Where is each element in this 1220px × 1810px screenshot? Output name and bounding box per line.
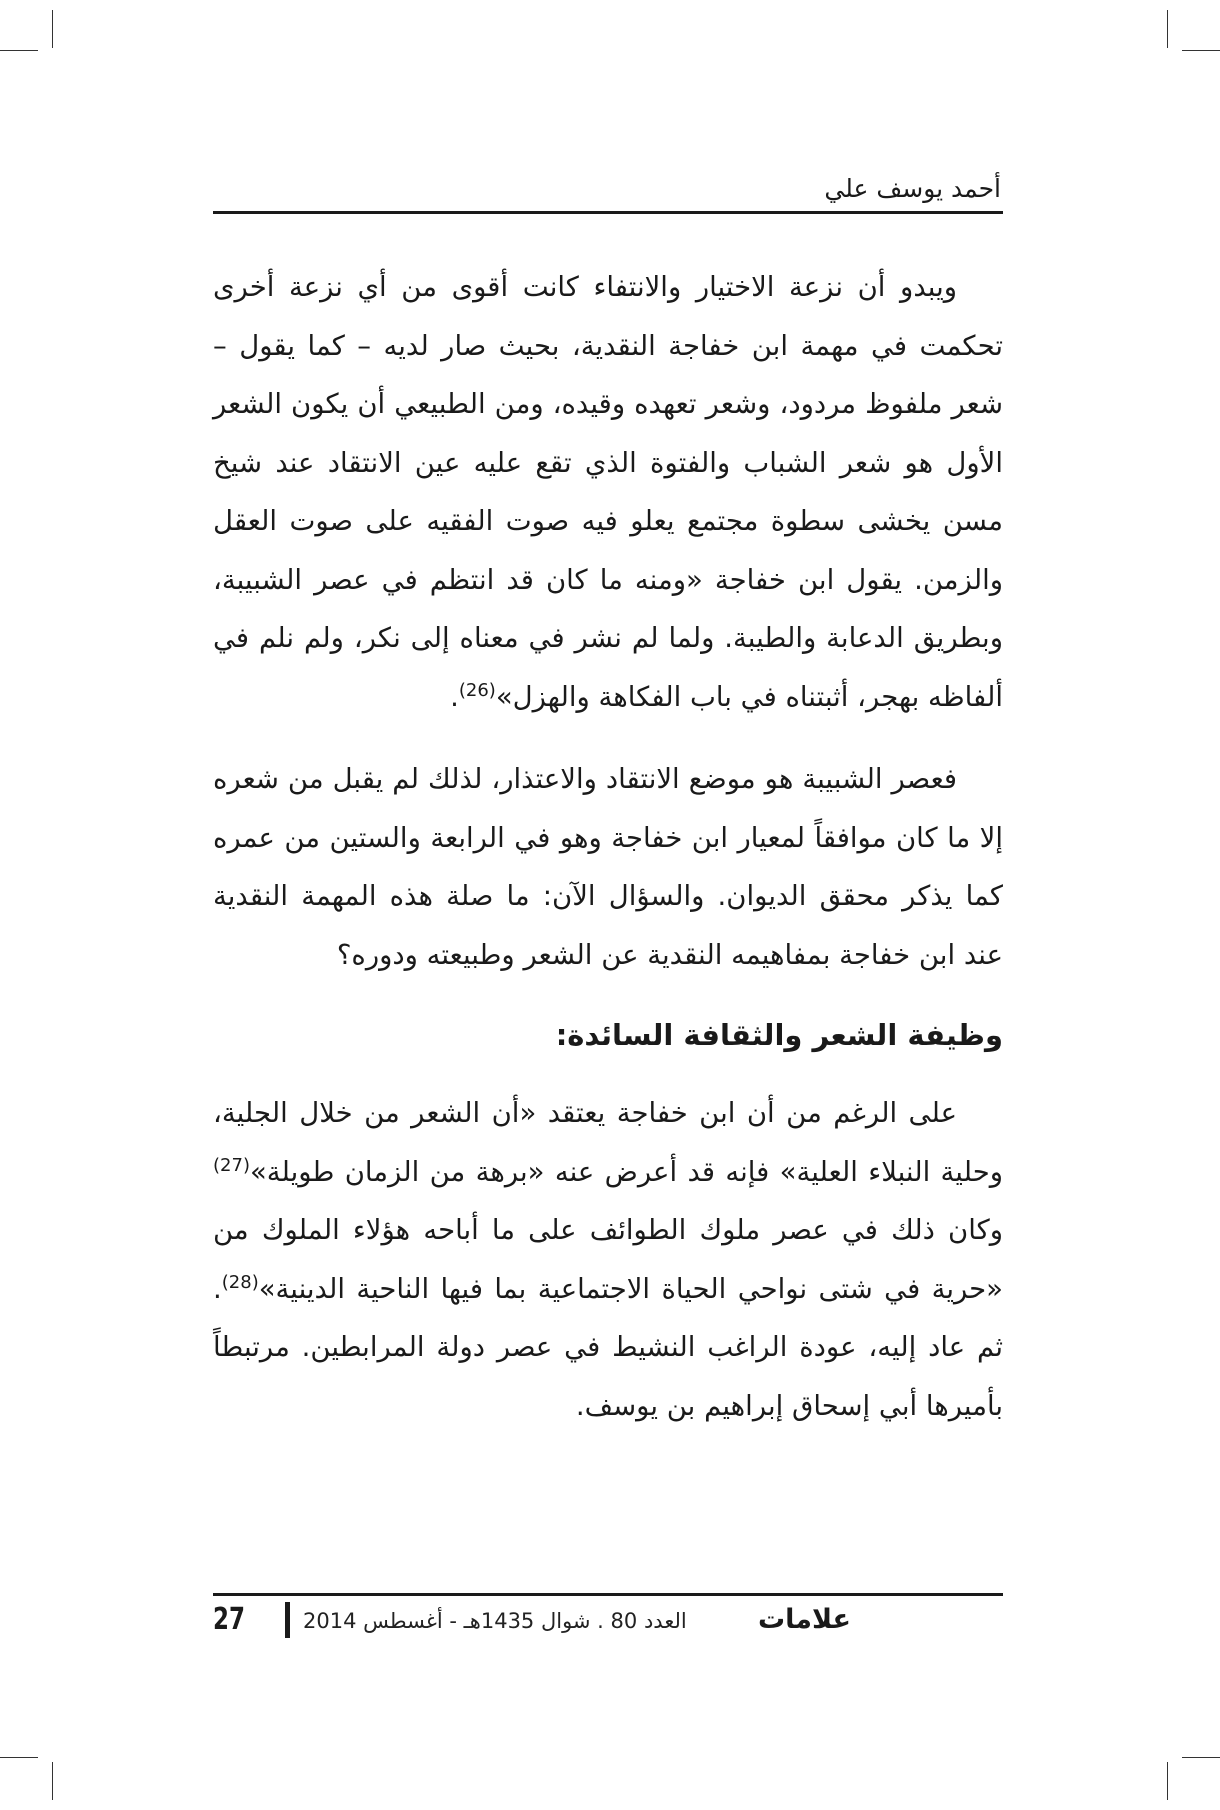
issue-info: العدد 80 . شوال 1435هـ - أغسطس 2014 <box>303 1609 687 1633</box>
footnote-ref[interactable]: (28) <box>221 1271 259 1293</box>
author-name: أحمد يوسف علي <box>824 174 1001 203</box>
crop-mark <box>0 50 38 51</box>
footnote-ref[interactable]: (27) <box>213 1154 250 1176</box>
article-body <box>213 258 1003 1435</box>
header-rule <box>213 211 1003 214</box>
footer-rule <box>213 1593 1003 1596</box>
crop-mark <box>1167 10 1168 48</box>
page-number: 27 <box>213 1602 245 1637</box>
section-heading: وظيفة الشعر والثقافة السائدة: <box>555 1018 1003 1052</box>
crop-mark <box>1167 1762 1168 1800</box>
paragraph: ويبدو أن نزعة الاختيار والانتفاء كانت أقوى من أي نزعة أخرى تحكمت في مهمة ابن خفاجة النقدية، بحيث صار لديه – كما يقول – شعر ملفوظ مردود، وشعر تعهده وقيده، ومن الطبيعي أن يكون الشعر الأول هو شعر الشباب والفتوة الذي تقع عليه عين الانتقاد عند شيخ مسن يخشى سطوة مجتمع يعلو فيه صوت الفقيه على صوت العقل والزمن. يقول ابن خفاجة «ومنه ما كان قد انتظم في عصر الشبيبة، وبطريق الدعابة والطيبة. ولما لم نشر في معناه إلى نكر، ولم نلم في ألفاظه بهجر، أثبتناه في باب الفكاهة والهزل»$^{(26)}$. <box>213 271 1003 713</box>
paragraph: على الرغم من أن ابن خفاجة يعتقد «أن الشعر من خلال الجلية، وحلية النبلاء العلية» فإنه قد أعرض عنه «برهة من الزمان طويلة»$^{(27)}$ وكان ذلك في عصر ملوك الطوائف على ما أباحه هؤلاء الملوك من «حرية في شتى نواحي الحياة الاجتماعية بما فيها الناحية الدينية»$^{(28)}$. ثم عاد إليه، عودة الراغب النشيط في عصر دولة المرابطين. مرتبطاً بأميرها أبي إسحاق إبراهيم بن يوسف. <box>213 1097 1003 1422</box>
crop-mark <box>1182 50 1220 51</box>
journal-logo: علامات <box>758 1604 851 1635</box>
running-head <box>213 172 1003 212</box>
crop-mark <box>1182 1757 1220 1758</box>
crop-mark <box>52 1762 53 1800</box>
paragraph: فعصر الشبيبة هو موضع الانتقاد والاعتذار، لذلك لم يقبل من شعره إلا ما كان موافقاً لمعيار ابن خفاجة وهو في الرابعة والستين من عمره كما يذكر محقق الديوان. والسؤال الآن: ما صلة هذه المهمة النقدية عند ابن خفاجة بمفاهيمه النقدية عن الشعر وطبيعته ودوره؟ <box>213 763 1003 971</box>
page-footer <box>213 1598 1003 1642</box>
crop-mark <box>52 10 53 48</box>
footer-separator <box>285 1602 290 1638</box>
footnote-ref[interactable]: (26) <box>458 679 496 701</box>
crop-mark <box>0 1757 38 1758</box>
